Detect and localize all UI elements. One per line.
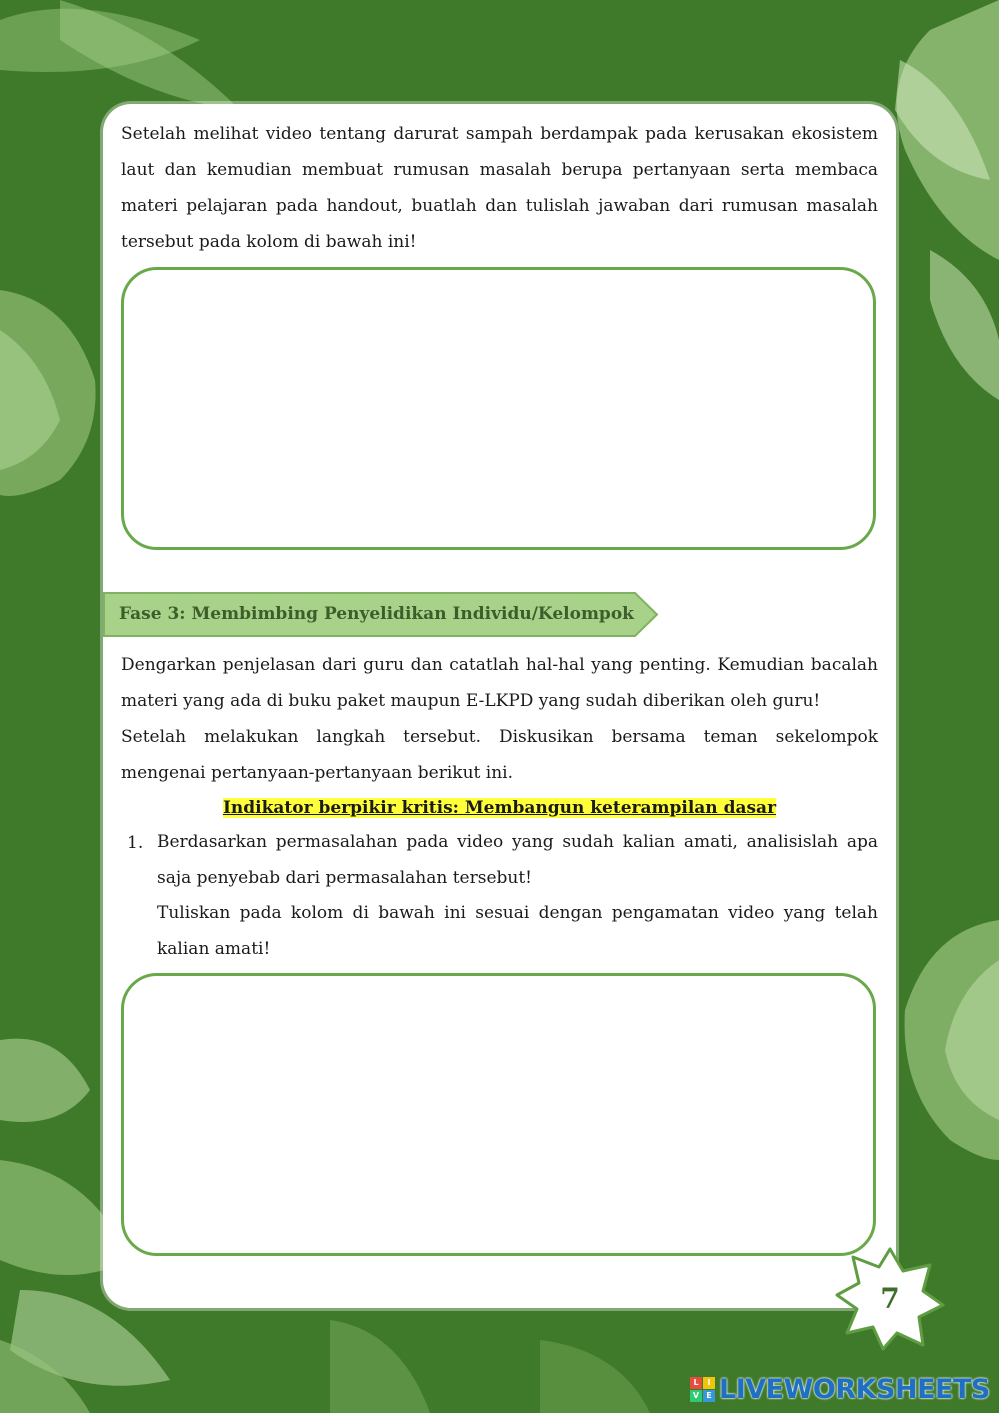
question-1-number: 1.: [127, 833, 144, 853]
page-number-badge: [835, 1247, 945, 1351]
phase-3-label: Fase 3: Membimbing Penyelidikan Individu/Kelompok: [119, 604, 634, 624]
page-number: 7: [880, 1282, 900, 1315]
liveworksheets-watermark: [690, 1373, 990, 1405]
intro-paragraph: Setelah melihat video tentang darurat sampah berdampak pada kerusakan ekosistem laut dan kemudian membuat rumusan masalah berupa pertanyaan serta membaca materi pelajaran pada handout, buatlah dan tulislah jawaban dari rumusan masalah tersebut pada kolom di bawah ini!: [121, 124, 878, 252]
question-1-body: [157, 825, 878, 967]
answer-box-2[interactable]: [121, 973, 876, 1256]
phase-paragraph-2: Setelah melakukan langkah tersebut. Diskusikan bersama teman sekelompok mengenai pertanyaan-pertanyaan berikut ini.: [121, 727, 878, 783]
phase-3-tag: [103, 592, 659, 637]
liveworksheets-text: LIVEWORKSHEETS: [719, 1373, 990, 1405]
answer-box-1[interactable]: [121, 267, 876, 550]
question-1-text: Berdasarkan permasalahan pada video yang sudah kalian amati, analisislah apa saja penyebab dari permasalahan tersebut!: [157, 832, 878, 888]
liveworksheets-logo-icon: L I V E: [690, 1377, 715, 1402]
phase-paragraph-1: Dengarkan penjelasan dari guru dan catatlah hal-hal yang penting. Kemudian bacalah materi yang ada di buku paket maupun E-LKPD yang sudah diberikan oleh guru!: [121, 655, 878, 711]
indicator-heading: [121, 790, 878, 826]
question-1-instruction: Tuliskan pada kolom di bawah ini sesuai dengan pengamatan video yang telah kalian amati!: [157, 903, 878, 959]
indicator-text: Indikator berpikir kritis: Membangun keterampilan dasar: [222, 798, 777, 818]
